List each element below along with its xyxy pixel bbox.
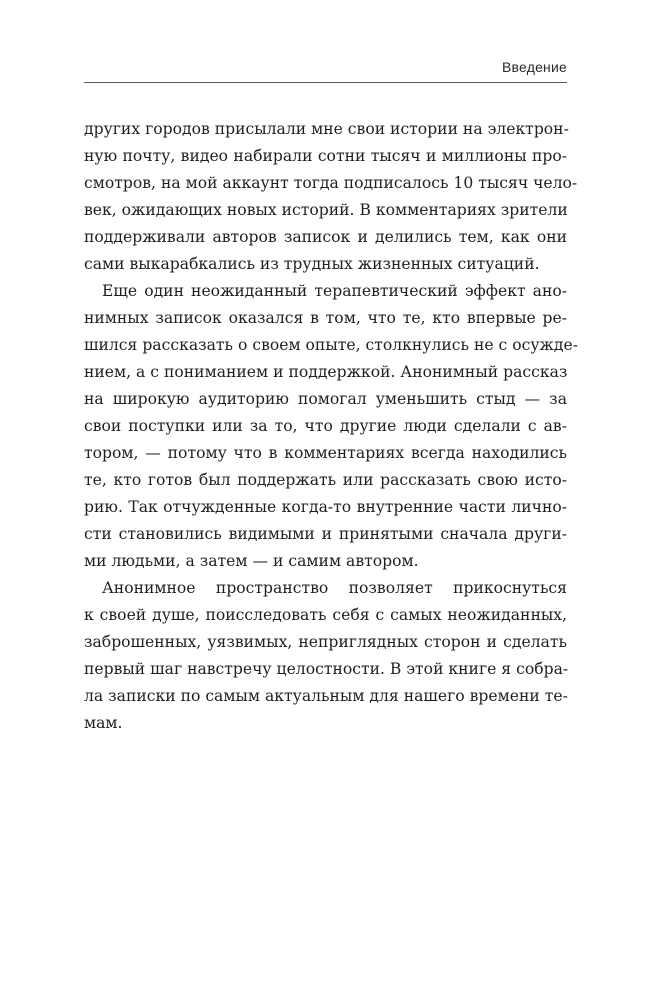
text-line: на широкую аудиторию помогал уменьшить стыд — за [84, 390, 567, 408]
text-line: мам. [84, 714, 123, 732]
text-line: смотров, на мой аккаунт тогда подписалось 10 тысяч чело- [84, 174, 578, 192]
text-line: поддерживали авторов записок и делились тем, как они [84, 228, 567, 246]
text-line: нием, а с пониманием и поддержкой. Анонимный рассказ [84, 363, 568, 381]
text-line: век, ожидающих новых историй. В комментариях зрители [84, 201, 568, 219]
text-line: рию. Так отчужденные когда-то внутренние части лично- [84, 498, 567, 516]
text-line: свои поступки или за то, что другие люди сделали с ав- [84, 417, 567, 435]
text-line: к своей душе, поисследовать себя с самых неожиданных, [84, 606, 567, 624]
page-body [84, 116, 578, 737]
text-line: первый шаг навстречу целостности. В этой книге я собра- [84, 660, 569, 678]
text-line: Анонимное пространство позволяет прикоснуться [102, 579, 567, 597]
text-line: заброшенных, уязвимых, неприглядных сторон и сделать [84, 633, 567, 651]
text-line: сти становились видимыми и принятыми сначала други- [84, 525, 567, 543]
text-line: те, кто готов был поддержать или рассказать свою исто- [84, 471, 567, 489]
paragraph-1 [84, 116, 578, 278]
text-line: Еще один неожиданный терапевтический эффект ано- [102, 282, 567, 300]
text-line: нимных записок оказался в том, что те, кто впервые ре- [84, 309, 567, 327]
text-line: ми людьми, а затем — и самим автором. [84, 552, 419, 570]
text-line: других городов присылали мне свои истории на электрон- [84, 120, 569, 138]
text-line: тором, — потому что в комментариях всегда находились [84, 444, 567, 462]
paragraph-2 [84, 278, 578, 575]
paragraph-3 [84, 575, 567, 737]
text-line: шился рассказать о своем опыте, столкнулись не с осужде- [84, 336, 578, 354]
text-line: ла записки по самым актуальным для нашего времени те- [84, 687, 568, 705]
text-line: ную почту, видео набирали сотни тысяч и миллионы про- [84, 147, 567, 165]
running-head-title: Введение [502, 59, 567, 75]
header-divider [84, 82, 567, 83]
text-line: сами выкарабкались из трудных жизненных ситуаций. [84, 255, 540, 273]
